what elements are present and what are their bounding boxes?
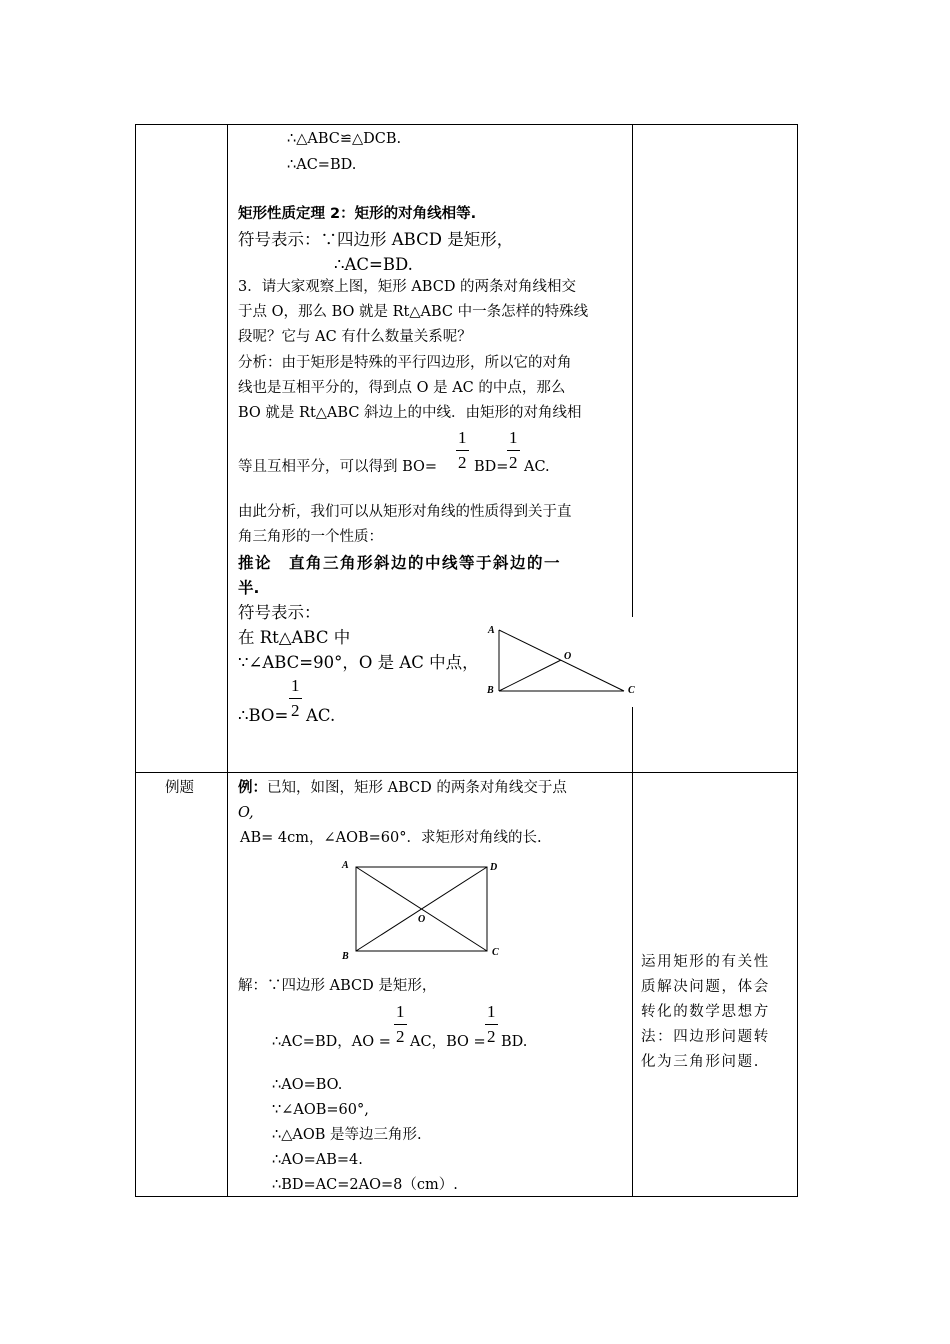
label-A: A bbox=[488, 625, 495, 636]
derive-line2: 角三角形的一个性质： bbox=[238, 529, 383, 545]
label-C: C bbox=[492, 947, 499, 958]
table-divider-col1 bbox=[227, 124, 228, 1197]
solution-step: ∴AO=BO. bbox=[272, 1077, 343, 1093]
corollary-given-2: ∵∠ABC=90°，O 是 AC 中点， bbox=[238, 653, 479, 672]
symbol-line-1 bbox=[238, 230, 513, 250]
fraction-bar bbox=[456, 450, 469, 451]
note-line: 质解决问题，体会 bbox=[641, 979, 770, 995]
fraction-denominator: 2 bbox=[487, 1027, 496, 1046]
median-BO bbox=[499, 660, 561, 691]
label-B: B bbox=[487, 685, 494, 696]
fraction-numerator: 1 bbox=[396, 1002, 405, 1021]
example-bold-label: 例： bbox=[238, 780, 267, 796]
table-border-top bbox=[135, 124, 798, 125]
rectangle-figure bbox=[336, 856, 506, 962]
symbol-given: ∵四边形 ABCD 是矩形， bbox=[320, 230, 514, 249]
fraction-bar bbox=[289, 698, 302, 699]
solution-line2-a: ∴AC=BD，AO = bbox=[272, 1034, 391, 1050]
fraction-numerator: 1 bbox=[509, 428, 518, 447]
example-text: 已知，如图，矩形 ABCD 的两条对角线交于点 bbox=[267, 780, 567, 796]
analysis-last-post: AC. bbox=[524, 459, 550, 475]
analysis-last-mid: BD= bbox=[474, 459, 509, 475]
example-line1 bbox=[238, 779, 567, 797]
solution-line2-b: AC，BO = bbox=[410, 1034, 486, 1050]
right-triangle-figure bbox=[484, 622, 644, 698]
fraction-bar bbox=[507, 450, 520, 451]
proof-line-1: ∴△ABC≌△DCB. bbox=[287, 131, 402, 147]
label-A: A bbox=[342, 860, 349, 871]
question3-line2: 于点 O，那么 BO 就是 Rt△ABC 中一条怎样的特殊线 bbox=[238, 304, 589, 320]
symbol-label: 符号表示： bbox=[238, 230, 321, 249]
question3-line1: 3．请大家观察上图，矩形 ABCD 的两条对角线相交 bbox=[238, 279, 577, 295]
label-B: B bbox=[342, 951, 349, 962]
fraction-denominator: 2 bbox=[458, 453, 467, 472]
symbol-label-2: 符号表示： bbox=[238, 603, 321, 622]
corollary-line1: 推论 直角三角形斜边的中线等于斜边的一 bbox=[238, 554, 562, 572]
analysis-line1: 分析：由于矩形是特殊的平行四边形，所以它的对角 bbox=[238, 355, 572, 371]
corollary-conclusion-post: AC. bbox=[306, 706, 336, 725]
fraction-numerator: 1 bbox=[487, 1002, 496, 1021]
corollary-line2: 半. bbox=[238, 579, 260, 597]
fraction-denominator: 2 bbox=[509, 453, 518, 472]
corollary-conclusion-pre: ∴BO= bbox=[238, 706, 289, 725]
solution-step: ∵∠AOB=60°, bbox=[272, 1102, 369, 1118]
fraction-numerator: 1 bbox=[291, 676, 300, 695]
fraction-denominator: 2 bbox=[291, 701, 300, 720]
table-row-divider bbox=[135, 772, 798, 773]
solution-step: ∴AO=AB=4. bbox=[272, 1152, 363, 1168]
label-D: D bbox=[490, 862, 498, 873]
fraction-bar bbox=[485, 1024, 498, 1025]
solution-line1: 解：∵四边形 ABCD 是矩形， bbox=[238, 978, 437, 994]
table-border-bottom bbox=[135, 1196, 798, 1197]
fraction-bar bbox=[394, 1024, 407, 1025]
label-O: O bbox=[418, 914, 426, 925]
symbol-conclusion: ∴AC=BD. bbox=[334, 255, 413, 274]
solution-line2-c: BD. bbox=[501, 1034, 528, 1050]
theorem-2: 矩形性质定理 2：矩形的对角线相等. bbox=[238, 206, 477, 222]
example-line3: AB= 4cm，∠AOB=60°．求矩形对角线的长. bbox=[240, 830, 542, 846]
solution-step: ∴BD=AC=2AO=8（cm）. bbox=[272, 1177, 458, 1193]
solution-step: ∴△AOB 是等边三角形. bbox=[272, 1127, 422, 1143]
note-line: 转化的数学思想方 bbox=[641, 1004, 770, 1020]
question3-line3: 段呢？它与 AC 有什么数量关系呢？ bbox=[238, 329, 472, 345]
note-line: 法：四边形问题转 bbox=[641, 1029, 770, 1045]
note-line: 化为三角形问题. bbox=[641, 1054, 760, 1070]
row-label-example: 例题 bbox=[165, 780, 194, 796]
label-O: O bbox=[564, 651, 572, 662]
analysis-line3: BO 就是 Rt△ABC 斜边上的中线．由矩形的对角线相 bbox=[238, 405, 582, 421]
note-line: 运用矩形的有关性 bbox=[641, 954, 770, 970]
label-C: C bbox=[628, 685, 635, 696]
corollary-given-1: 在 Rt△ABC 中 bbox=[238, 628, 351, 647]
proof-line-2: ∴AC=BD. bbox=[287, 157, 357, 173]
example-line2: O, bbox=[238, 805, 254, 821]
table-border-right bbox=[797, 124, 798, 1197]
analysis-line2: 线也是互相平分的，得到点 O 是 AC 的中点，那么 bbox=[238, 380, 566, 396]
analysis-last-pre: 等且互相平分，可以得到 BO= bbox=[238, 459, 438, 475]
fraction-numerator: 1 bbox=[458, 428, 467, 447]
table-border-left bbox=[135, 124, 136, 1197]
fraction-denominator: 2 bbox=[396, 1027, 405, 1046]
derive-line1: 由此分析，我们可以从矩形对角线的性质得到关于直 bbox=[238, 504, 572, 520]
